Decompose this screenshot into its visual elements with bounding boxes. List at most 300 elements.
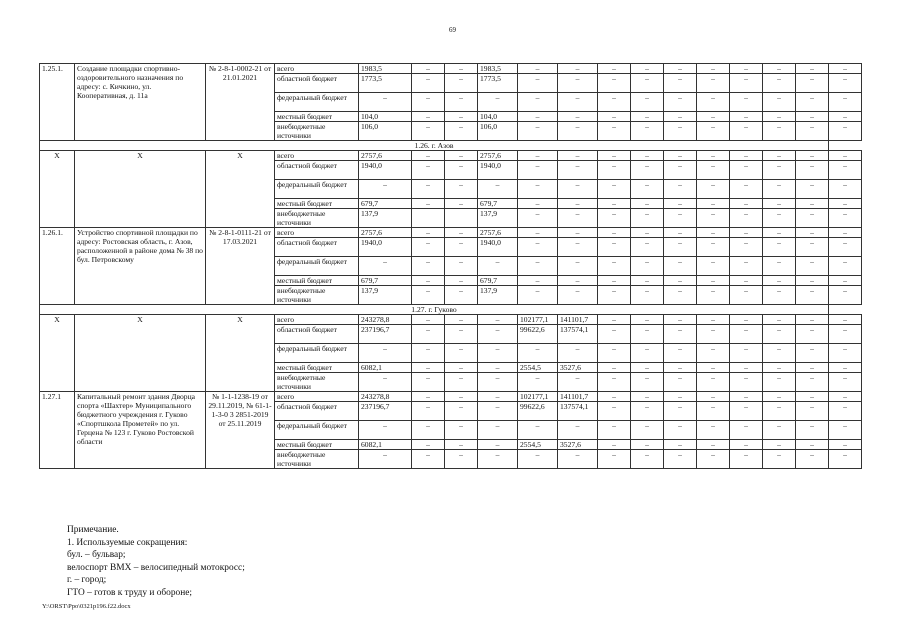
value-cell: – [598,74,631,93]
item-name: Х [75,315,206,392]
table-row [40,151,862,161]
value-cell: – [412,180,445,199]
value-cell: – [412,93,445,112]
value-cell: – [631,209,664,228]
value-cell: 102177,1 [518,315,558,325]
value-cell: – [558,450,598,469]
value-cell: 2757,6 [359,228,412,238]
section-row [40,141,862,151]
value-cell: – [631,238,664,257]
value-cell: – [796,276,829,286]
item-document: № 2-8-1-0111-21 от 17.03.2021 [206,228,275,305]
value-cell: – [412,257,445,276]
table-row [40,64,862,74]
value-cell: – [445,257,478,276]
value-cell: – [478,93,518,112]
value-cell: – [730,363,763,373]
value-cell: – [829,392,862,402]
value-cell: – [478,363,518,373]
value-cell: – [697,276,730,286]
value-cell: 137,9 [478,209,518,228]
value-cell: – [518,373,558,392]
value-cell: – [697,238,730,257]
value-cell: – [796,286,829,305]
value-cell: – [598,421,631,440]
value-cell: – [631,74,664,93]
value-cell: – [829,161,862,180]
value-cell: – [664,392,697,402]
value-cell: – [478,421,518,440]
value-cell: – [412,325,445,344]
funding-source-label: местный бюджет [275,199,359,209]
value-cell: 137,9 [478,286,518,305]
value-cell: – [829,373,862,392]
value-cell: – [730,325,763,344]
value-cell: – [796,228,829,238]
value-cell: – [518,238,558,257]
value-cell: – [730,450,763,469]
value-cell: – [697,151,730,161]
value-cell: – [730,122,763,141]
value-cell: – [598,122,631,141]
value-cell: – [518,74,558,93]
funding-source-label: областной бюджет [275,74,359,93]
section-row [40,305,862,315]
value-cell: – [445,64,478,74]
value-cell: – [664,199,697,209]
value-cell: – [631,450,664,469]
value-cell: – [697,122,730,141]
value-cell: – [445,363,478,373]
value-cell: – [763,392,796,402]
value-cell: – [445,421,478,440]
value-cell: – [697,74,730,93]
value-cell: 99622,6 [518,325,558,344]
value-cell: – [763,363,796,373]
funding-source-label: федеральный бюджет [275,257,359,276]
value-cell: – [598,180,631,199]
value-cell: 6082,1 [359,440,412,450]
value-cell: – [412,315,445,325]
value-cell: – [478,450,518,469]
value-cell: 1983,5 [359,64,412,74]
value-cell: – [664,151,697,161]
value-cell: – [664,161,697,180]
value-cell: – [829,122,862,141]
value-cell: – [445,112,478,122]
value-cell: – [598,257,631,276]
value-cell: – [598,286,631,305]
section-title: 1.26. г. Азов [40,141,829,151]
funding-source-label: внебюджетные источники [275,450,359,469]
value-cell: – [763,122,796,141]
funding-source-label: областной бюджет [275,325,359,344]
page-number: 69 [449,26,456,34]
value-cell: – [664,64,697,74]
value-cell: – [518,344,558,363]
value-cell: – [664,402,697,421]
value-cell: – [478,180,518,199]
value-cell: – [598,64,631,74]
value-cell: – [412,228,445,238]
funding-source-label: всего [275,151,359,161]
value-cell: – [478,440,518,450]
value-cell: – [730,440,763,450]
item-number: Х [40,151,75,228]
value-cell: – [598,151,631,161]
value-cell: 679,7 [478,276,518,286]
value-cell: – [412,363,445,373]
value-cell: – [730,209,763,228]
value-cell: – [829,199,862,209]
funding-source-label: местный бюджет [275,363,359,373]
value-cell: – [359,93,412,112]
funding-source-label: всего [275,392,359,402]
value-cell: – [445,392,478,402]
value-cell: 2554,5 [518,363,558,373]
value-cell: – [796,402,829,421]
value-cell: – [730,286,763,305]
value-cell: – [478,373,518,392]
funding-source-label: внебюджетные источники [275,209,359,228]
value-cell: – [445,315,478,325]
value-cell: – [829,64,862,74]
value-cell: – [598,238,631,257]
value-cell: – [412,421,445,440]
value-cell: – [763,161,796,180]
value-cell: – [558,64,598,74]
value-cell: – [730,228,763,238]
value-cell: – [598,325,631,344]
value-cell: – [796,344,829,363]
value-cell: – [796,64,829,74]
value-cell: – [796,74,829,93]
value-cell: – [829,276,862,286]
value-cell: – [697,325,730,344]
value-cell: – [829,228,862,238]
value-cell: 104,0 [478,112,518,122]
value-cell [412,209,445,228]
funding-source-label: федеральный бюджет [275,344,359,363]
value-cell: – [730,151,763,161]
value-cell: – [730,344,763,363]
value-cell: – [664,209,697,228]
value-cell: – [558,228,598,238]
value-cell: – [697,363,730,373]
value-cell: – [664,325,697,344]
value-cell: – [558,286,598,305]
item-number: Х [40,315,75,392]
value-cell: – [664,74,697,93]
value-cell: – [763,228,796,238]
value-cell: – [478,315,518,325]
value-cell: – [796,238,829,257]
value-cell: – [518,276,558,286]
value-cell: – [518,286,558,305]
value-cell: – [730,392,763,402]
value-cell: – [518,64,558,74]
value-cell: – [518,199,558,209]
value-cell: – [445,122,478,141]
item-name: Создание площадки спортивно-оздоровительного назначения по адресу: с. Кичкино, ул. Кооперативная, д. 11а [75,64,206,141]
value-cell: – [598,402,631,421]
value-cell: 141101,7 [558,392,598,402]
item-document: Х [206,151,275,228]
value-cell: – [598,344,631,363]
value-cell: – [478,344,518,363]
value-cell: – [829,180,862,199]
value-cell: – [518,151,558,161]
value-cell: – [796,122,829,141]
funding-source-label: внебюджетные источники [275,373,359,392]
value-cell: – [829,402,862,421]
value-cell: – [697,93,730,112]
value-cell: – [598,93,631,112]
value-cell: – [598,228,631,238]
value-cell: 141101,7 [558,315,598,325]
value-cell: – [763,325,796,344]
value-cell: – [359,180,412,199]
value-cell: – [796,392,829,402]
funding-source-label: всего [275,315,359,325]
value-cell: – [445,161,478,180]
value-cell: – [730,93,763,112]
section-title: 1.27. г. Гуково [40,305,829,315]
value-cell: – [730,373,763,392]
value-cell: – [359,257,412,276]
value-cell: – [730,74,763,93]
value-cell: – [763,402,796,421]
value-cell: – [478,325,518,344]
value-cell: – [763,112,796,122]
value-cell: 6082,1 [359,363,412,373]
value-cell: – [763,421,796,440]
note-line: г. – город; [67,575,107,585]
value-cell: – [412,276,445,286]
value-cell: – [796,450,829,469]
value-cell: – [697,402,730,421]
value-cell: 137574,1 [558,325,598,344]
value-cell: – [412,344,445,363]
value-cell: – [697,440,730,450]
note-line: ГТО – готов к труду и обороне; [67,587,193,598]
funding-source-label: внебюджетные источники [275,122,359,141]
value-cell: – [359,344,412,363]
value-cell: – [829,315,862,325]
value-cell: – [598,161,631,180]
value-cell: – [829,325,862,344]
value-cell: 1773,5 [478,74,518,93]
value-cell: – [558,257,598,276]
value-cell: – [730,161,763,180]
value-cell: – [631,180,664,199]
value-cell: – [445,74,478,93]
value-cell: – [558,74,598,93]
value-cell: – [518,450,558,469]
value-cell: – [664,112,697,122]
item-document: Х [206,315,275,392]
value-cell: – [412,122,445,141]
item-name: Х [75,151,206,228]
value-cell: – [631,112,664,122]
value-cell: – [697,450,730,469]
value-cell: – [412,402,445,421]
value-cell: – [730,421,763,440]
value-cell: – [763,93,796,112]
value-cell: – [558,180,598,199]
item-number: 1.27.1 [40,392,75,469]
value-cell: – [518,122,558,141]
value-cell: – [631,440,664,450]
value-cell: – [631,402,664,421]
value-cell: – [697,373,730,392]
value-cell: 1983,5 [478,64,518,74]
item-document: № 1-1-1238-19 от 29.11.2019, № 61-1-1-3-0 3 2851-2019 от 25.11.2019 [206,392,275,469]
table-row [40,392,862,402]
value-cell: – [558,161,598,180]
value-cell: – [478,392,518,402]
item-document: № 2-8-1-0002-21 от 21.01.2021 [206,64,275,141]
value-cell: 1940,0 [359,161,412,180]
value-cell: – [664,93,697,112]
value-cell: – [631,363,664,373]
value-cell: – [412,151,445,161]
value-cell: – [412,199,445,209]
value-cell: – [558,344,598,363]
value-cell: – [763,276,796,286]
value-cell: 1940,0 [478,161,518,180]
value-cell: – [631,325,664,344]
value-cell: – [697,180,730,199]
value-cell: – [412,161,445,180]
value-cell: 243278,8 [359,392,412,402]
funding-source-label: внебюджетные источники [275,286,359,305]
value-cell: – [763,315,796,325]
value-cell: – [796,363,829,373]
value-cell: – [478,257,518,276]
value-cell: – [697,64,730,74]
value-cell: – [558,122,598,141]
value-cell: – [445,450,478,469]
value-cell: 2554,5 [518,440,558,450]
funding-source-label: местный бюджет [275,112,359,122]
note-line: бул. – бульвар; [67,550,126,560]
funding-source-label: местный бюджет [275,276,359,286]
value-cell: – [829,151,862,161]
value-cell: – [664,440,697,450]
value-cell: – [730,64,763,74]
funding-source-label: областной бюджет [275,402,359,421]
value-cell: – [829,286,862,305]
value-cell: 2757,6 [478,151,518,161]
value-cell: 679,7 [478,199,518,209]
value-cell: – [445,180,478,199]
value-cell: – [829,440,862,450]
value-cell: – [730,180,763,199]
value-cell: – [598,392,631,402]
value-cell: – [763,373,796,392]
value-cell: – [445,402,478,421]
value-cell: – [598,112,631,122]
value-cell: – [730,199,763,209]
value-cell: – [796,151,829,161]
value-cell: – [518,161,558,180]
value-cell: – [664,421,697,440]
value-cell: – [631,161,664,180]
value-cell: – [763,64,796,74]
value-cell: – [631,373,664,392]
item-number: 1.25.1. [40,64,75,141]
value-cell: – [445,325,478,344]
value-cell: – [763,151,796,161]
value-cell: – [558,199,598,209]
value-cell: 3527,6 [558,440,598,450]
note-line: 1. Используемые сокращения: [67,537,188,548]
value-cell: – [445,199,478,209]
value-cell: – [664,238,697,257]
value-cell: – [763,450,796,469]
note-line: велоспорт ВМХ – велосипедный мотокросс; [67,562,245,573]
value-cell: – [518,93,558,112]
value-cell: – [796,257,829,276]
value-cell: – [598,209,631,228]
value-cell: – [631,286,664,305]
value-cell: – [445,440,478,450]
value-cell: – [518,228,558,238]
funding-table [39,63,862,469]
value-cell: – [664,122,697,141]
value-cell: – [412,373,445,392]
value-cell: – [664,373,697,392]
value-cell: – [796,93,829,112]
value-cell: – [631,276,664,286]
value-cell: – [412,112,445,122]
value-cell: – [664,344,697,363]
value-cell: 237196,7 [359,402,412,421]
item-number: 1.26.1. [40,228,75,305]
value-cell: – [730,276,763,286]
value-cell: – [664,450,697,469]
item-name: Устройство спортивной площадки по адресу: Ростовская область, г. Азов, расположенной в районе дома № 38 по бул. Петровскому [75,228,206,305]
value-cell: 2757,6 [478,228,518,238]
table-row [40,228,862,238]
value-cell: 1940,0 [478,238,518,257]
value-cell: 104,0 [359,112,412,122]
funding-source-label: федеральный бюджет [275,93,359,112]
value-cell: – [796,373,829,392]
value-cell: 679,7 [359,199,412,209]
value-cell: – [796,112,829,122]
value-cell: – [796,161,829,180]
value-cell: – [445,238,478,257]
value-cell: – [558,373,598,392]
file-path: Y:\ORST\Ppo\0321p196.f22.docx [42,603,131,610]
note-line: Примечание. [67,525,119,535]
value-cell: – [829,112,862,122]
funding-source-label: областной бюджет [275,161,359,180]
value-cell: – [763,257,796,276]
value-cell: – [518,209,558,228]
value-cell: 99622,6 [518,402,558,421]
value-cell: – [829,238,862,257]
value-cell: – [631,315,664,325]
value-cell: – [631,344,664,363]
notes-block [67,524,245,599]
value-cell: – [697,257,730,276]
value-cell: – [598,373,631,392]
value-cell: – [829,344,862,363]
value-cell: – [598,199,631,209]
